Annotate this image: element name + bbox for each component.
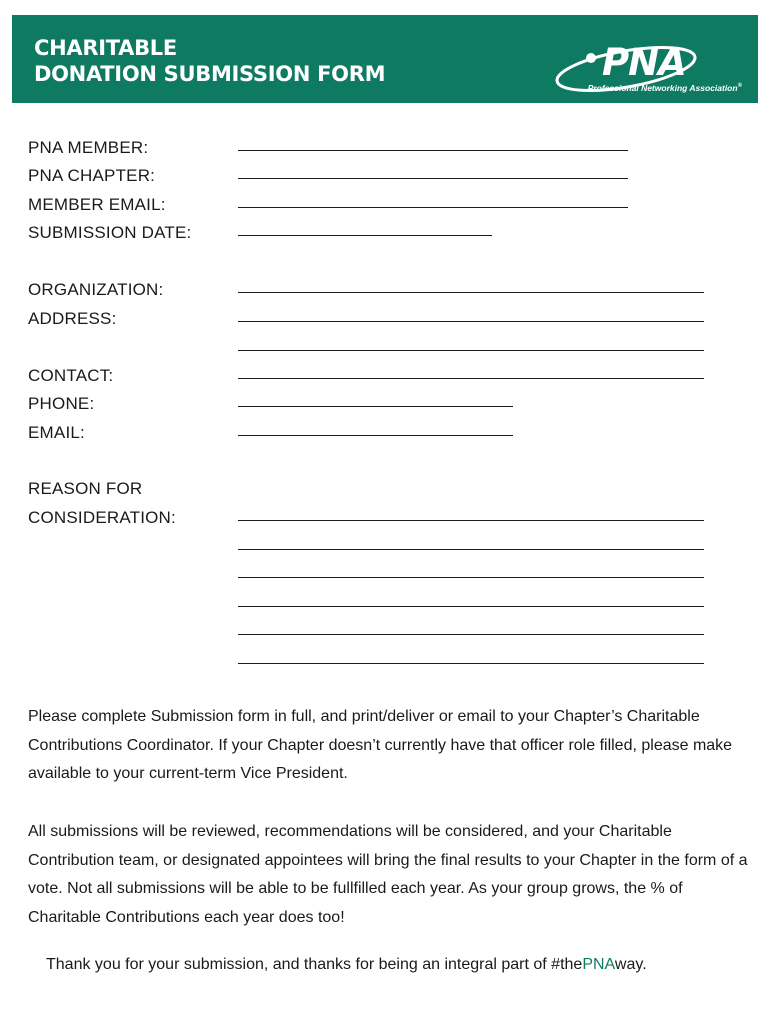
field-label-submission-date: SUBMISSION DATE: [28,223,192,242]
input-line-address-2[interactable] [238,350,704,351]
form-title [34,35,385,87]
thank-you-brand-highlight: PNA [582,956,615,973]
thank-you-note [46,952,647,978]
logo-dot [586,53,596,63]
field-label-email: EMAIL: [28,423,85,442]
input-line-address-1[interactable] [238,321,704,322]
input-line-reason-6[interactable] [238,663,704,664]
field-label-contact: CONTACT: [28,366,114,385]
review-process-paragraph: All submissions will be reviewed, recommendations will be considered, and your Charitable Contribution team, or designated appointees will bring the final results to your Chapter in the form of a vote. Not all submissions will be able to be fullfilled each year. As your group grows, the % of Charitable Contributions each year does too! [28,823,748,926]
input-line-organization[interactable] [238,292,704,293]
input-line-reason-3[interactable] [238,577,704,578]
field-label-address: ADDRESS: [28,309,117,328]
title-line-2: DONATION SUBMISSION FORM [34,62,386,86]
input-line-reason-2[interactable] [238,549,704,550]
input-line-email[interactable] [238,435,513,436]
field-label-reason-line-2: CONSIDERATION: [28,508,176,527]
title-line-1: CHARITABLE [34,36,177,60]
input-line-reason-1[interactable] [238,520,704,521]
field-label-member-email: MEMBER EMAIL: [28,195,166,214]
field-label-pna-chapter: PNA CHAPTER: [28,166,156,185]
field-label-organization: ORGANIZATION: [28,280,164,299]
form-header [12,15,758,103]
field-label-phone: PHONE: [28,394,95,413]
thank-you-text-end: way. [614,956,647,973]
input-line-phone[interactable] [238,406,513,407]
input-line-member-email[interactable] [238,207,628,208]
input-line-submission-date[interactable] [238,235,492,236]
logo-wordmark: PNA [602,41,686,84]
input-line-reason-5[interactable] [238,634,704,635]
field-label-pna-member: PNA MEMBER: [28,138,149,157]
registered-mark: ® [737,83,742,90]
field-label-reason-line-1: REASON FOR [28,479,143,498]
input-line-pna-member[interactable] [238,150,628,151]
input-line-reason-4[interactable] [238,606,704,607]
input-line-pna-chapter[interactable] [238,178,628,179]
instructions-paragraph: Please complete Submission form in full, and print/deliver or email to your Chapter’s Charitable Contributions Coordinator. If your Chapter doesn’t currently have that officer role filled, please make available to your current-term Vice President. [28,708,733,782]
logo-tagline: Professional Networking Association® [587,83,742,93]
input-line-contact[interactable] [238,378,704,379]
thank-you-text: Thank you for your submission, and thanks for being an integral part of #the [46,956,583,973]
